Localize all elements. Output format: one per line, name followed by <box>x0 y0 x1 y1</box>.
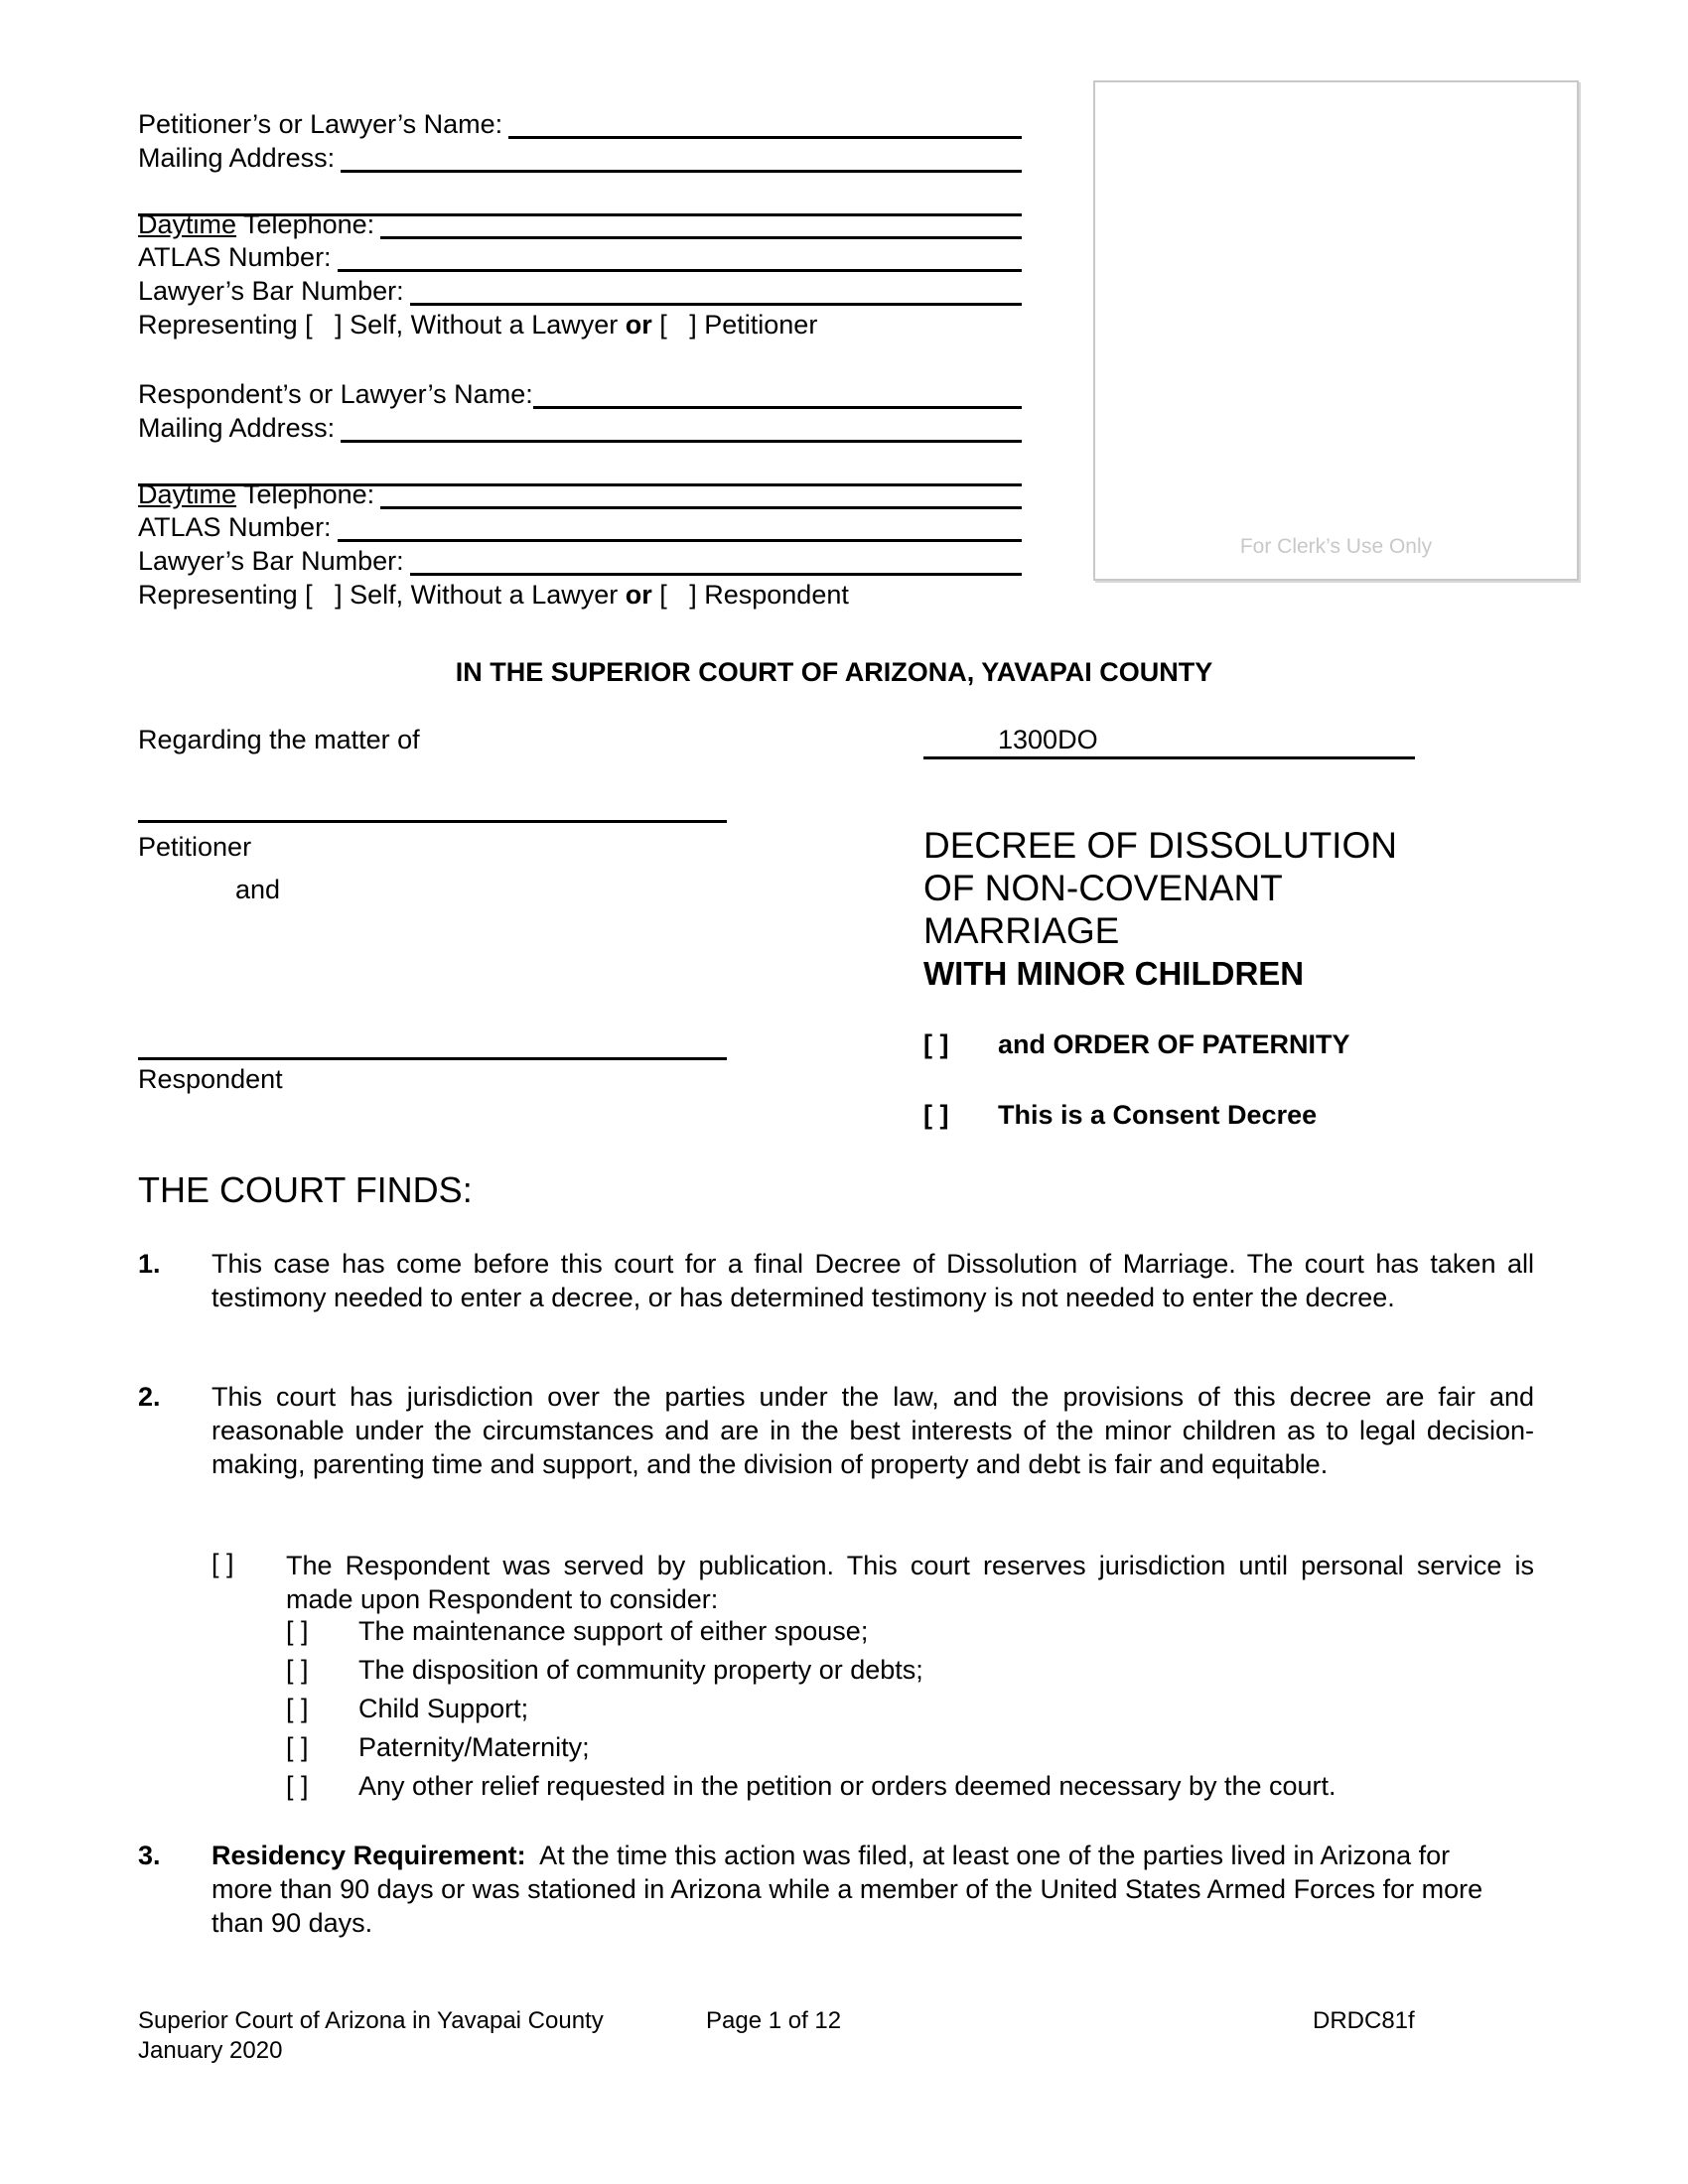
decree-title-line: OF NON-COVENANT <box>923 868 1283 908</box>
finding-lead: Residency Requirement: <box>211 1841 526 1870</box>
reserve-item[interactable] <box>286 1694 528 1724</box>
petitioner-bar-field[interactable] <box>138 272 1022 306</box>
checkbox[interactable]: [ ] <box>923 1100 949 1130</box>
reserve-item[interactable] <box>286 1655 923 1686</box>
respondent-representing[interactable] <box>138 576 1022 610</box>
finding-2: This court has jurisdiction over the parties under the law, and the provisions of this decree are fair and reasonable under the circumstances and are in the best interests of the minor children as to legal decision-making, parenting time and support, and the division of property and debt is fair and equitable. <box>211 1382 1534 1479</box>
reserve-item[interactable] <box>286 1732 590 1763</box>
footer-page-number: Page 1 of 12 <box>706 2007 842 2034</box>
checkbox[interactable]: [ ] <box>286 1616 309 1646</box>
label: Lawyer’s Bar Number: <box>138 546 404 576</box>
label: Telephone: <box>236 209 375 239</box>
label: Representing [ ] Self, Without a Lawyer <box>138 310 626 340</box>
footer-form-id: DRDC81f <box>1313 2007 1415 2034</box>
option-label: and ORDER OF PATERNITY <box>998 1029 1350 1059</box>
court-title: IN THE SUPERIOR COURT OF ARIZONA, YAVAPAI COUNTY <box>455 657 1213 687</box>
finding-number: 1. <box>138 1249 161 1279</box>
footer-date: January 2020 <box>138 2037 283 2064</box>
label: or <box>625 580 652 610</box>
finding-number: 3. <box>138 1841 161 1870</box>
checkbox[interactable]: [ ] <box>286 1694 309 1723</box>
label: Daytime <box>138 209 237 239</box>
decree-title-line: DECREE OF DISSOLUTION <box>923 825 1397 866</box>
petitioner-name-line[interactable] <box>138 820 727 823</box>
respondent-address-field[interactable] <box>138 409 1022 443</box>
publication-text: The Respondent was served by publication. This court reserves jurisdiction until personal service is made upon Respondent to consider: <box>286 1551 1534 1614</box>
consent-option[interactable] <box>923 1100 1317 1131</box>
petitioner-telephone-field[interactable] <box>138 205 1022 239</box>
checkbox[interactable]: [ ] <box>286 1655 309 1685</box>
label: ATLAS Number: <box>138 242 332 272</box>
respondent-bar-field[interactable] <box>138 542 1022 576</box>
label: Mailing Address: <box>138 413 336 443</box>
item-label: Any other relief requested in the petition or orders deemed necessary by the court. <box>358 1771 1336 1801</box>
input-line[interactable] <box>410 545 1022 576</box>
paternity-option[interactable] <box>923 1029 1350 1060</box>
finding-text: At the time this action was filed, at least one of the parties lived in Arizona for more than 90 days or was stationed in Arizona while a member of the United States Armed Forces for more than 90 days. <box>211 1841 1490 1938</box>
label: [ ] Petitioner <box>651 310 818 340</box>
label: Respondent’s or Lawyer’s Name: <box>138 379 533 409</box>
respondent-atlas-field[interactable] <box>138 508 1022 542</box>
item-label: The disposition of community property or debts; <box>358 1655 923 1685</box>
checkbox[interactable]: [ ] <box>286 1732 309 1762</box>
input-line[interactable] <box>341 412 1022 443</box>
case-number: 1300DO <box>998 725 1098 754</box>
finding-number: 2. <box>138 1382 161 1412</box>
input-line[interactable] <box>341 142 1022 173</box>
respondent-telephone-field[interactable] <box>138 476 1022 509</box>
finding-3 <box>211 1839 1492 1940</box>
petitioner-representing[interactable] <box>138 306 1022 340</box>
input-line[interactable] <box>380 208 1022 239</box>
petitioner-address-field[interactable] <box>138 139 1022 173</box>
label: Mailing Address: <box>138 143 336 173</box>
label: Daytime <box>138 479 237 509</box>
input-line[interactable] <box>338 511 1022 542</box>
decree-title-line: MARRIAGE <box>923 910 1120 951</box>
petitioner-name-field[interactable] <box>138 105 1022 139</box>
checkbox[interactable]: [ ] <box>286 1771 309 1801</box>
label: Lawyer’s Bar Number: <box>138 276 404 306</box>
regarding-label: Regarding the matter of <box>138 725 420 754</box>
option-label: This is a Consent Decree <box>998 1100 1318 1130</box>
label: Petitioner’s or Lawyer’s Name: <box>138 109 503 139</box>
clerk-label: For Clerk’s Use Only <box>1239 535 1433 558</box>
label: [ ] Respondent <box>651 580 849 610</box>
footer-court: Superior Court of Arizona in Yavapai County <box>138 2007 604 2034</box>
label: Representing [ ] Self, Without a Lawyer <box>138 580 626 610</box>
petitioner-atlas-field[interactable] <box>138 238 1022 272</box>
case-number-field[interactable] <box>923 725 1415 759</box>
item-label: Paternity/Maternity; <box>358 1732 590 1762</box>
clerk-use-box <box>1093 80 1579 581</box>
checkbox[interactable]: [ ] <box>923 1029 949 1059</box>
input-line[interactable] <box>338 241 1022 272</box>
item-label: The maintenance support of either spouse; <box>358 1616 869 1646</box>
respondent-name-field[interactable] <box>138 375 1022 409</box>
publication-checkbox[interactable]: [ ] <box>211 1549 234 1578</box>
item-label: Child Support; <box>358 1694 529 1723</box>
label: ATLAS Number: <box>138 512 332 542</box>
decree-title <box>923 824 1397 995</box>
respondent-name-line[interactable] <box>138 1057 727 1060</box>
petitioner-label: Petitioner <box>138 832 252 862</box>
label: Telephone: <box>236 479 375 509</box>
input-line[interactable] <box>410 275 1022 306</box>
reserve-item[interactable] <box>286 1616 868 1647</box>
decree-title-line: WITH MINOR CHILDREN <box>923 955 1305 992</box>
respondent-label: Respondent <box>138 1064 283 1094</box>
and-label: and <box>235 875 281 904</box>
section-heading: THE COURT FINDS: <box>138 1169 473 1210</box>
input-line[interactable] <box>508 108 1022 139</box>
reserve-item[interactable] <box>286 1771 1336 1802</box>
input-line[interactable] <box>533 378 1022 409</box>
input-line[interactable] <box>380 478 1022 509</box>
finding-1: This case has come before this court for a final Decree of Dissolution of Marriage. The court has taken all testimony needed to enter a decree, or has determined testimony is not needed to enter the decree. <box>211 1249 1534 1312</box>
label: or <box>625 310 652 340</box>
